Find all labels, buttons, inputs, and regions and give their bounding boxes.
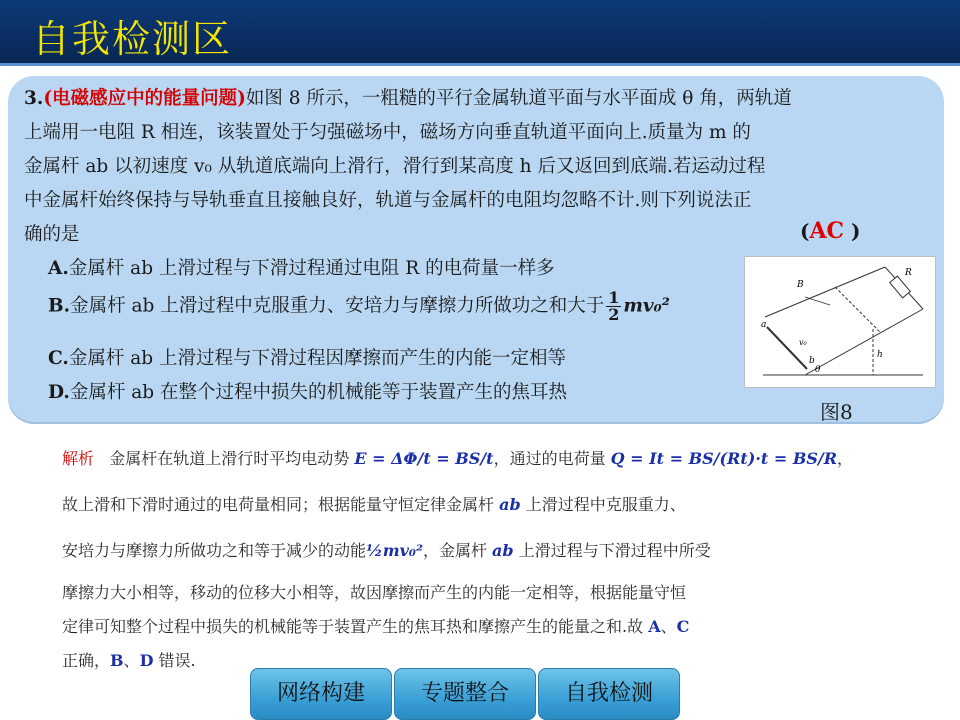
option-label: A.	[48, 258, 69, 279]
analysis-line-5	[62, 614, 902, 637]
nav-button-self-check[interactable]: 自我检测	[538, 668, 680, 720]
option-formula: mv₀²	[623, 295, 670, 317]
analysis-text: 金属杆在轨道上滑行时平均电动势	[109, 449, 355, 468]
nav-button-network[interactable]: 网络构建	[250, 668, 392, 720]
analysis-text: 、	[660, 617, 677, 636]
answer-paren-open: (	[800, 219, 810, 243]
label-h: h	[877, 350, 883, 360]
option-text: 金属杆 ab 在整个过程中损失的机械能等于装置产生的焦耳热	[69, 382, 567, 403]
figure-caption: 图8	[820, 400, 853, 424]
question-text-line: 中金属杆始终保持与导轨垂直且接触良好，轨道与金属杆的电阻均忽略不计.则下列说法正	[24, 190, 752, 211]
analysis-formula: A	[648, 617, 661, 636]
rail-diagram	[745, 257, 935, 387]
question-line-3	[24, 152, 765, 178]
analysis-formula: D	[139, 651, 154, 670]
question-topic: (电磁感应中的能量问题)	[43, 88, 246, 109]
analysis-text: ，通过的电荷量	[493, 449, 611, 468]
fraction-half	[606, 290, 621, 323]
option-a	[48, 254, 555, 280]
question-line-1	[24, 84, 792, 110]
analysis-line-1	[62, 446, 902, 469]
analysis-text: 、	[123, 651, 140, 670]
analysis-text: 故上滑和下滑时通过的电荷量相同；根据能量守恒定律金属杆	[62, 495, 500, 514]
label-b: b	[809, 356, 815, 366]
analysis-text: 上滑过程与下滑过程中所受	[513, 541, 711, 560]
header-bar	[0, 0, 960, 66]
option-text: 金属杆 ab 上滑过程与下滑过程通过电阻 R 的电荷量一样多	[68, 258, 555, 279]
analysis-text: 定律可知整个过程中损失的机械能等于装置产生的焦耳热和摩擦产生的能量之和.故	[62, 617, 649, 636]
page-title: 自我检测区	[32, 17, 233, 61]
question-line-4	[24, 186, 751, 212]
label-R: R	[905, 268, 912, 278]
analysis-line-2	[62, 492, 902, 515]
analysis-line-4	[62, 580, 902, 603]
label-v0: v₀	[799, 338, 807, 347]
analysis-formula: ab	[499, 495, 521, 514]
analysis-formula: Q = It = BS/(Rt)·t = BS/R	[610, 449, 838, 468]
option-text: 金属杆 ab 上滑过程与下滑过程因摩擦而产生的内能一定相等	[68, 348, 566, 369]
question-text-line: 金属杆 ab 以初速度 v₀ 从轨道底端向上滑行，滑行到某高度 h 后又返回到底端.若运动过程	[24, 156, 766, 177]
nav-button-topic[interactable]: 专题整合	[394, 668, 536, 720]
analysis-formula: E = ΔΦ/t = BS/t	[354, 449, 494, 468]
analysis-text: 正确，	[62, 651, 111, 670]
label-a: a	[761, 320, 767, 330]
option-label: B.	[48, 295, 71, 317]
analysis-text: ，金属杆	[422, 541, 493, 560]
label-B: B	[797, 280, 804, 290]
question-text-line: 上端用一电阻 R 相连，该装置处于匀强磁场中，磁场方向垂直轨道平面向上.质量为 m 的	[24, 122, 751, 143]
analysis-text: ，	[837, 449, 854, 468]
question-text-line: 确的是	[24, 224, 80, 245]
header-divider	[0, 63, 960, 66]
analysis-text: 安培力与摩擦力所做功之和等于减少的动能	[62, 541, 367, 560]
figure-8-diagram	[744, 256, 936, 388]
fraction-numerator: 1	[608, 288, 620, 307]
label-theta: θ	[815, 365, 821, 375]
question-line-2	[24, 118, 751, 144]
answer-value: AC	[809, 218, 845, 244]
analysis-text: 上滑过程中克服重力、	[520, 495, 686, 514]
option-label: D.	[48, 382, 70, 403]
answer-box	[800, 218, 861, 244]
analysis-line-3	[62, 538, 902, 561]
option-c	[48, 344, 566, 370]
analysis-label: 解析	[62, 449, 95, 468]
analysis-text: 摩擦力大小相等，移动的位移大小相等，故因摩擦而产生的内能一定相等，根据能量守恒	[62, 583, 687, 602]
question-number: 3.	[24, 88, 44, 109]
analysis-formula: ab	[492, 541, 514, 560]
fraction-denominator: 2	[608, 305, 620, 324]
analysis-formula: ½mv₀²	[366, 541, 423, 560]
question-text-line: 如图 8 所示，一粗糙的平行金属轨道平面与水平面成 θ 角，两轨道	[245, 88, 792, 109]
option-d	[48, 378, 567, 404]
option-text: 金属杆 ab 上滑过程中克服重力、安培力与摩擦力所做功之和大于	[70, 295, 605, 317]
option-b	[48, 290, 670, 323]
analysis-text: 错误.	[153, 651, 196, 670]
question-line-5	[24, 220, 80, 246]
option-label: C.	[48, 348, 69, 369]
analysis-formula: B	[110, 651, 124, 670]
analysis-formula: C	[676, 617, 690, 636]
answer-paren-close: )	[851, 219, 861, 243]
